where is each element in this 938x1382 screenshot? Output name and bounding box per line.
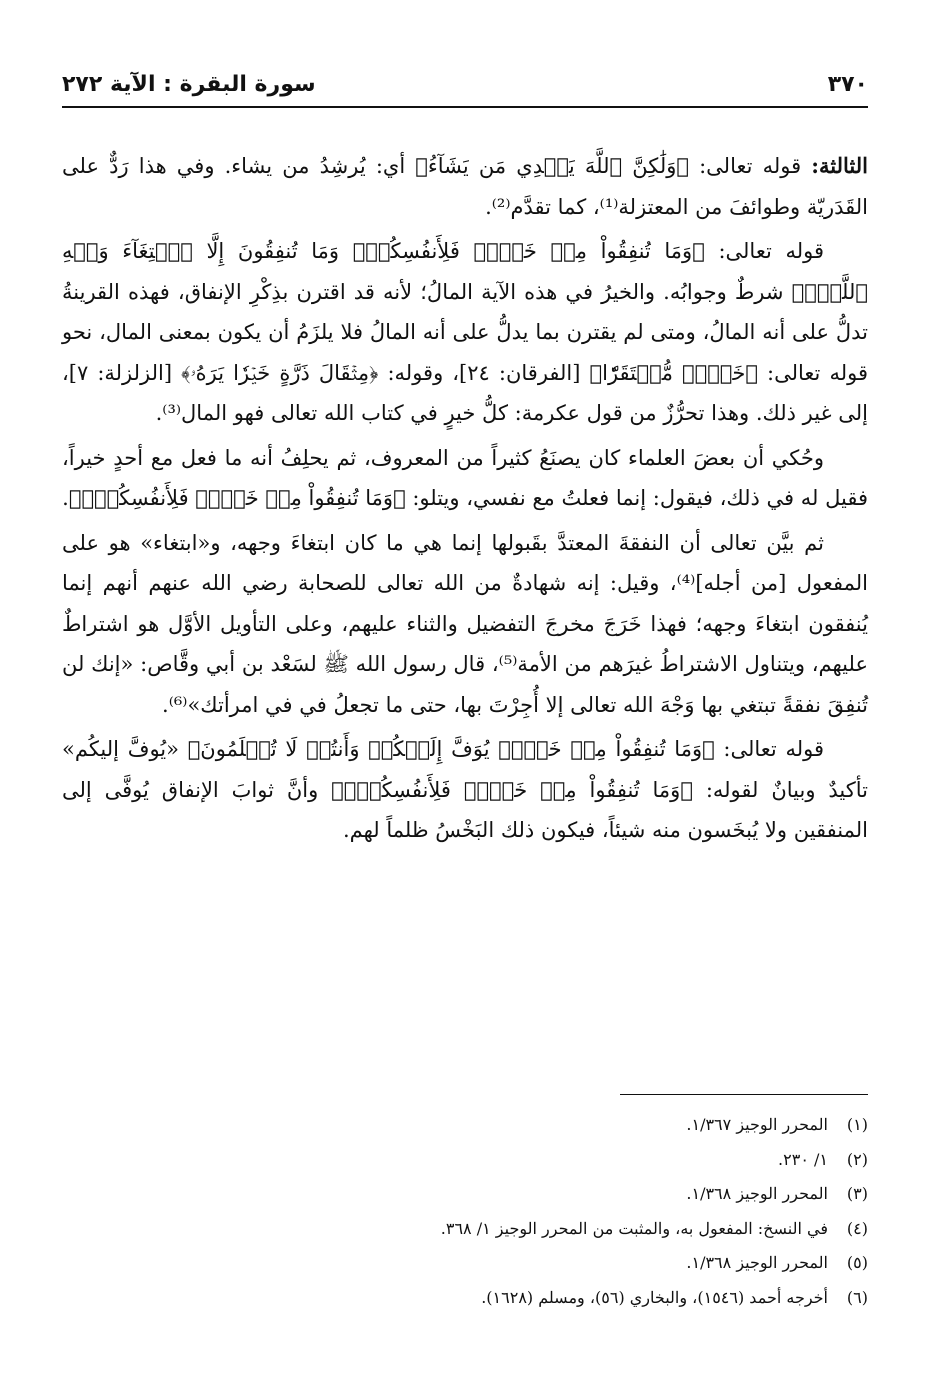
- page-number: ٣٧٠: [827, 71, 868, 97]
- footnote-number: (٢): [846, 1149, 868, 1169]
- paragraph-3: وحُكي أن بعضَ العلماء كان يصنَعُ كثيراً من المعروف، ثم يحلِفُ أنه ما فعل مع أحدٍ خيراً، فقيل له في ذلك، فيقول: إنما فعلتُ مع نفسي، ويتلو: ﴿وَمَا تُنفِقُواْ مِنۡ خَيۡرٖ فَلِأَنفُسِكُمۡۚ﴾.: [62, 445, 868, 510]
- footnote-text: المحرر الوجيز ١/٣٦٧.: [686, 1115, 828, 1134]
- footnote-number: (٥): [846, 1253, 868, 1272]
- footnote-number: (٤): [846, 1218, 868, 1238]
- footnote: [62, 1143, 868, 1178]
- footnote: [62, 1108, 868, 1143]
- footnote-number: (٦): [846, 1287, 868, 1307]
- footnote: [62, 1212, 868, 1247]
- paragraph-4: ثم بيَّن تعالى أن النفقةَ المعتدَّ بقَبولها إنما هي ما كان ابتغاءَ وجهه، و«ابتغاء» هو على المفعول [من أجله]⁽⁴⁾، وقيل: إنه شهادةٌ من الله تعالى للصحابة رضي الله عنهم أنهم إنما يُنفقون ابتغاءَ وجهه؛ فهذا خَرَجَ مخرجَ التفضيل والثناء عليهم، وعلى التأويل الأوَّل هو اشتراطٌ عليهم، ويتناول الاشتراطُ غيرَهم من الأمة⁽⁵⁾، قال رسول الله ﷺ لسَعْد بن أبي وقَّاص: «إنك لن تُنفِقَ نفقةً تبتغي بها وَجْهَ الله تعالى إلا أُجِرْتَ بها، حتى ما تجعلُ في في امرأتك»⁽⁶⁾.: [62, 530, 869, 717]
- page-header: [62, 66, 868, 102]
- main-text: [62, 146, 868, 855]
- footnote-number: (١): [846, 1115, 868, 1134]
- footnote-text: في النسخ: المفعول به، والمثبت من المحرر الوجيز ١/ ٣٦٨.: [440, 1218, 828, 1238]
- footnote-number: (٣): [846, 1184, 868, 1203]
- paragraph-5: قوله تعالى: ﴿وَمَا تُنفِقُواْ مِنۡ خَيۡرٖ يُوَفَّ إِلَيۡكُمۡ وَأَنتُمۡ لَا تُظۡلَمُونَ﴾ «يُوفَّ إليكُم» تأكيدٌ وبيانٌ لقوله: ﴿وَمَا تُنفِقُواْ مِنۡ خَيۡرٖ فَلِأَنفُسِكُمۡۚ﴾ وأنَّ ثوابَ الإنفاق يُوفَّى إلى المنفقين ولا يُبخَسون منه شيئاً، فيكون ذلك البَخْسُ ظلماً لهم.: [62, 737, 868, 842]
- footnote: [62, 1246, 868, 1281]
- footnote-text: المحرر الوجيز ١/٣٦٨.: [686, 1184, 828, 1203]
- paragraph-2: قوله تعالى: ﴿وَمَا تُنفِقُواْ مِنۡ خَيۡرٖ فَلِأَنفُسِكُمۡۚ وَمَا تُنفِقُونَ إِلَّا ٱبۡتِغَآءَ وَجۡهِ ٱللَّهِۚ﴾ شرطٌ وجوابُه. والخيرُ في هذه الآية المالُ؛ لأنه قد اقترن بذِكْرِ الإنفاق، فهذه القرينةُ تدلُّ على أنه المالُ، ومتى لم يقترن بما يدلُّ على أنه المالُ فلا يلزَمُ أن يكون بمعنى المال، نحو قوله تعالى: ﴿خَيۡرٞ مُّسۡتَقَرّٗا﴾ [الفرقان: ٢٤]، وقوله: ﴿مِثۡقَالَ ذَرَّةٍ خَيۡرٗا يَرَهُۥ﴾ [الزلزلة: ٧]، إلى غير ذلك. وهذا تحرُّزٌ من قول عكرمة: كلُّ خيرٍ في كتاب الله تعالى فهو المال⁽³⁾.: [62, 239, 868, 425]
- footnote-text: المحرر الوجيز ١/٣٦٨.: [686, 1253, 828, 1272]
- paragraph-1-text: قوله تعالى: ﴿وَلَٰكِنَّ ٱللَّهَ يَهۡدِي مَن يَشَآءُ﴾ أي: يُرشِدُ من يشاء. وفي هذا رَدٌّ على القَدَريّة وطوائفَ من المعتزلة⁽¹⁾، كما تقدَّم⁽²⁾.: [62, 154, 868, 219]
- footnote-text: أخرجه أحمد (١٥٤٦)، والبخاري (٥٦)، ومسلم (١٦٢٨).: [481, 1287, 828, 1307]
- header-divider: [62, 106, 868, 108]
- footnotes: [62, 1108, 868, 1315]
- paragraph-1: [62, 146, 868, 227]
- footnote: [62, 1177, 868, 1212]
- paragraph-1-lead: الثالثة:: [811, 153, 868, 178]
- running-title: سورة البقرة : الآية ٢٧٢: [62, 71, 316, 97]
- footnote-text: ١/ ٢٣٠.: [778, 1149, 828, 1169]
- footnote: [62, 1281, 868, 1316]
- footnote-divider: [620, 1094, 868, 1095]
